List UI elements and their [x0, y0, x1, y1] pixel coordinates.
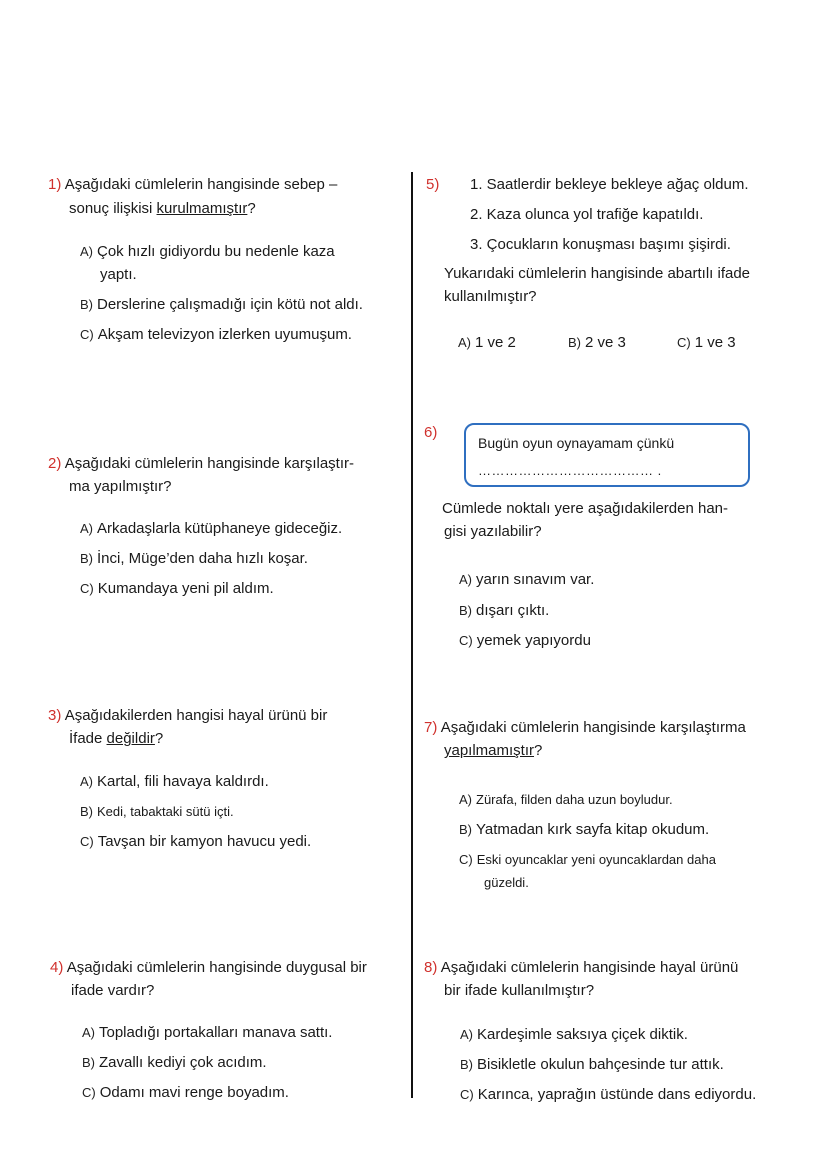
option-text: Akşam televizyon izlerken uyumuşum.	[97, 326, 352, 343]
q6-option-c[interactable]	[459, 630, 591, 652]
option-label: C)	[460, 1087, 474, 1102]
option-text: 1 ve 2	[475, 334, 516, 351]
option-label: B)	[568, 335, 581, 350]
question-6-number	[424, 421, 437, 445]
stem-text: bir ifade kullanılmıştır?	[444, 982, 595, 999]
question-number: 4)	[50, 959, 64, 976]
q1-option-b[interactable]	[80, 294, 363, 316]
stem-line: Aşağıdaki cümlelerin hangisinde karşılaştır-	[64, 455, 354, 472]
statement-text: 3. Çocukların konuşması başımı şişirdi.	[470, 236, 731, 253]
stem-text: ?	[247, 200, 256, 217]
question-number: 2)	[48, 455, 62, 472]
option-text: 2 ve 3	[585, 334, 626, 351]
option-text: Zavallı kediyi çok acıdım.	[99, 1054, 267, 1071]
q1-option-c[interactable]	[80, 324, 352, 346]
option-label: B)	[459, 822, 472, 837]
stem-text: kullanılmıştır?	[444, 288, 537, 305]
option-label: A)	[460, 1027, 473, 1042]
q6-option-a[interactable]	[459, 569, 594, 591]
question-4-stem	[50, 956, 367, 980]
stem-line: Aşağıdaki cümlelerin hangisinde hayal ürünü	[440, 959, 739, 976]
q7-option-a[interactable]	[459, 789, 673, 811]
option-text: Odamı mavi renge boyadım.	[99, 1084, 289, 1101]
option-label: C)	[82, 1085, 96, 1100]
column-divider	[411, 172, 413, 1098]
question-number: 8)	[424, 959, 438, 976]
q5-statement-2	[470, 203, 703, 227]
option-label: A)	[80, 774, 93, 789]
stem-text: ?	[154, 730, 164, 747]
underlined-keyword: değildir	[106, 730, 155, 747]
question-5-stem-line2	[444, 285, 537, 309]
option-label: A)	[458, 335, 471, 350]
option-text: Kartal, fili havaya kaldırdı.	[97, 773, 269, 790]
question-1-stem-line2	[69, 197, 256, 221]
stem-line: Aşağıdaki cümlelerin hangisinde karşılaştırma	[440, 719, 746, 736]
question-8-stem	[424, 956, 738, 980]
option-text: yarın sınavım var.	[476, 571, 595, 588]
option-text: yaptı.	[100, 266, 137, 283]
option-label: C)	[459, 633, 473, 648]
q3-option-b[interactable]	[80, 801, 234, 823]
option-label: A)	[82, 1025, 95, 1040]
q8-option-a[interactable]	[460, 1024, 688, 1046]
q8-option-b[interactable]	[460, 1054, 724, 1076]
statement-text: 1. Saatlerdir bekleye bekleye ağaç oldum.	[470, 176, 749, 193]
stem-line: Cümlede noktalı yere aşağıdakilerden han-	[442, 500, 729, 517]
question-8-stem-line2	[444, 979, 594, 1003]
stem-text: gisi yazılabilir?	[444, 523, 542, 540]
underlined-keyword: yapılmamıştır	[444, 742, 535, 759]
option-label: B)	[80, 551, 93, 566]
stem-line: Aşağıdaki cümlelerin hangisinde duygusal bir	[66, 959, 367, 976]
stem-text: ifade vardır?	[71, 982, 155, 999]
q1-option-a-line2	[100, 264, 137, 286]
q6-option-b[interactable]	[459, 600, 549, 622]
q8-option-c[interactable]	[460, 1084, 756, 1106]
option-label: C)	[80, 581, 94, 596]
option-label: A)	[459, 572, 472, 587]
option-label: B)	[459, 603, 472, 618]
option-label: A)	[80, 521, 93, 536]
question-number: 1)	[48, 176, 62, 193]
question-4-stem-line2	[71, 979, 154, 1003]
q5-statement-1	[470, 173, 749, 197]
option-text: Kardeşimle saksıya çiçek diktik.	[477, 1026, 688, 1043]
option-text: Bisikletle okulun bahçesinde tur attık.	[477, 1056, 724, 1073]
stem-line: Aşağıdakilerden hangisi hayal ürünü bir	[64, 707, 328, 724]
option-label: C)	[459, 852, 473, 867]
option-text: Karınca, yaprağın üstünde dans ediyordu.	[477, 1086, 757, 1103]
option-text: Kedi, tabaktaki sütü içti.	[97, 804, 234, 819]
q2-option-a[interactable]	[80, 518, 342, 540]
option-text: Eski oyuncaklar yeni oyuncaklardan daha	[476, 852, 716, 867]
option-text: Zürafa, filden daha uzun boyludur.	[476, 792, 673, 807]
question-5-stem	[444, 262, 750, 286]
question-1-stem	[48, 173, 337, 197]
stem-text: ma yapılmıştır?	[69, 478, 172, 495]
q5-option-b[interactable]	[568, 332, 626, 354]
option-text: güzeldi.	[484, 875, 529, 890]
stem-line: Aşağıdaki cümlelerin hangisinde sebep –	[64, 176, 338, 193]
option-text: Derslerine çalışmadığı için kötü not aldı.	[97, 296, 363, 313]
question-number: 3)	[48, 707, 62, 724]
q4-option-c[interactable]	[82, 1082, 289, 1104]
q7-option-c[interactable]	[459, 849, 716, 871]
option-label: B)	[80, 297, 93, 312]
option-text: Tavşan bir kamyon havucu yedi.	[97, 833, 312, 850]
option-label: B)	[80, 804, 93, 819]
question-2-stem-line2	[69, 475, 172, 499]
blank-dots: ………………………………… .	[478, 463, 662, 478]
q5-option-c[interactable]	[677, 332, 736, 354]
question-7-stem-line2	[444, 739, 542, 763]
question-6-stem	[442, 497, 728, 521]
option-label: A)	[459, 792, 472, 807]
q5-option-a[interactable]	[458, 332, 516, 354]
statement-text: 2. Kaza olunca yol trafiğe kapatıldı.	[470, 206, 704, 223]
option-text: Kumandaya yeni pil aldım.	[97, 580, 274, 597]
question-3-stem	[48, 704, 327, 728]
option-text: Arkadaşlarla kütüphaneye gideceğiz.	[97, 520, 343, 537]
option-text: Topladığı portakalları manava sattı.	[99, 1024, 333, 1041]
q2-option-b[interactable]	[80, 548, 308, 570]
q4-option-a[interactable]	[82, 1022, 332, 1044]
question-number: 5)	[426, 176, 440, 193]
option-label: C)	[677, 335, 691, 350]
option-text: Yatmadan kırk sayfa kitap okudum.	[476, 821, 710, 838]
q3-option-a[interactable]	[80, 771, 269, 793]
box-sentence: Bugün oyun oynayamam çünkü	[478, 435, 675, 451]
q3-option-c[interactable]	[80, 831, 311, 853]
option-text: yemek yapıyordu	[476, 632, 591, 649]
q4-option-b[interactable]	[82, 1052, 267, 1074]
stem-line: Yukarıdaki cümlelerin hangisinde abartılı ifade	[444, 265, 751, 282]
option-text: Çok hızlı gidiyordu bu nedenle kaza	[97, 243, 335, 260]
q7-option-b[interactable]	[459, 819, 709, 841]
question-number: 7)	[424, 719, 438, 736]
option-text: dışarı çıktı.	[476, 602, 550, 619]
question-5-number	[426, 173, 439, 197]
q7-option-c-line2	[484, 872, 529, 894]
q2-option-c[interactable]	[80, 578, 274, 600]
option-text: İnci, Müge’den daha hızlı koşar.	[97, 550, 308, 567]
option-label: A)	[80, 244, 93, 259]
question-3-stem-line2	[69, 727, 163, 751]
stem-text: sonuç ilişkisi	[69, 200, 157, 217]
option-label: C)	[80, 834, 94, 849]
option-label: C)	[80, 327, 94, 342]
stem-text: ?	[534, 742, 543, 759]
option-label: B)	[460, 1057, 473, 1072]
option-label: B)	[82, 1055, 95, 1070]
question-6-stem-line2	[444, 520, 542, 544]
stem-text: İfade	[69, 730, 107, 747]
q5-statement-3	[470, 233, 731, 257]
sentence-box	[464, 423, 750, 487]
option-text: 1 ve 3	[694, 334, 736, 351]
question-7-stem	[424, 716, 746, 740]
question-number: 6)	[424, 424, 438, 441]
question-2-stem	[48, 452, 354, 476]
q1-option-a[interactable]	[80, 241, 335, 263]
underlined-keyword: kurulmamıştır	[156, 200, 248, 217]
